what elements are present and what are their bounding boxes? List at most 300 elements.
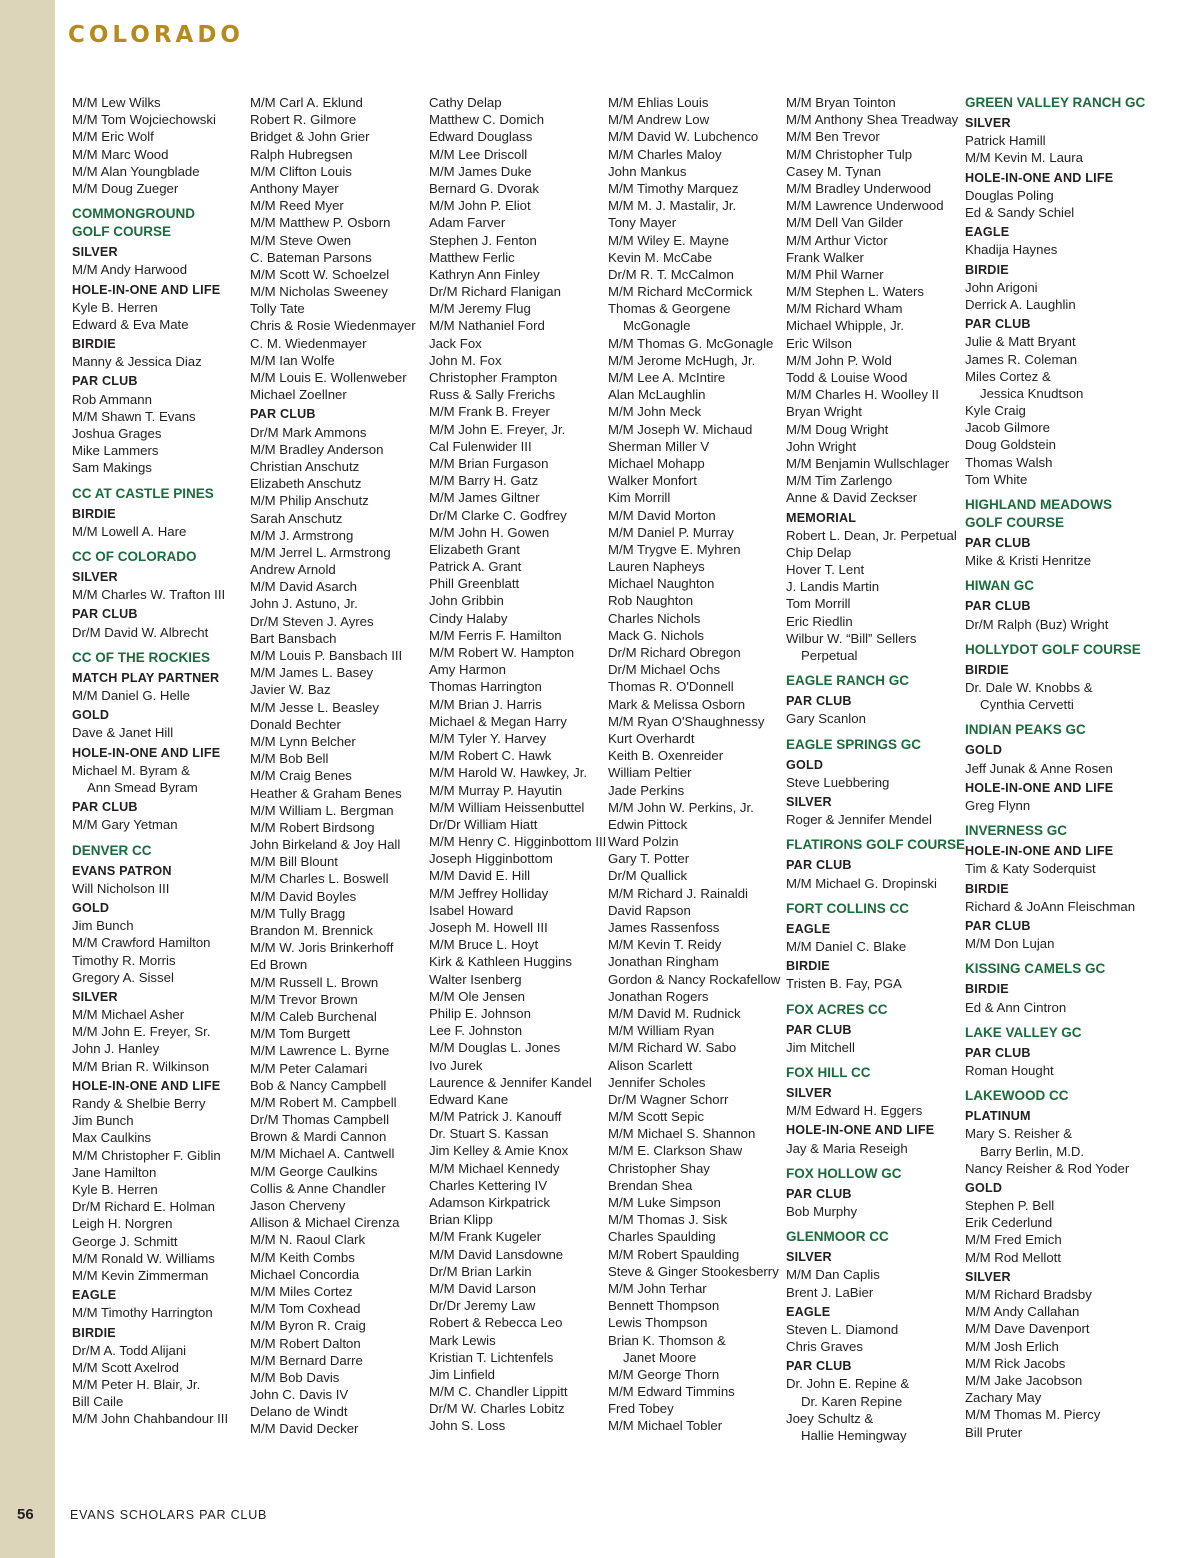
donor-name: Kevin M. McCabe: [608, 249, 713, 265]
giving-level-heading: PAR CLUB: [72, 607, 138, 622]
donor-name: Lauren Napheys: [608, 559, 705, 575]
page-title: COLORADO: [68, 22, 244, 48]
donor-name: M/M Carl A. Eklund: [250, 95, 363, 110]
donor-name: Mike & Kristi Henritze: [965, 553, 1092, 569]
donor-name: Bob & Nancy Campbell: [250, 1077, 387, 1093]
donor-name: M/M Joseph W. Michaud: [608, 421, 753, 437]
giving-level-heading: PAR CLUB: [965, 1045, 1031, 1060]
donor-name: John Arigoni: [965, 279, 1038, 295]
donor-name: M/M George Thorn: [608, 1366, 720, 1382]
donor-name: M/M Daniel G. Helle: [72, 688, 190, 703]
page-number: 56: [17, 1506, 34, 1523]
donor-name: Donald Bechter: [250, 716, 341, 732]
donor-name: Dr/M Michael Ochs: [608, 662, 721, 678]
donor-name: Dr/M Brian Larkin: [429, 1263, 532, 1279]
donor-name: M/M Tully Bragg: [250, 905, 346, 921]
donor-name: Kim Morrill: [608, 490, 671, 506]
donor-name: M/M Trygve E. Myhren: [608, 541, 741, 557]
donor-name: Dr/M Richard Flanigan: [429, 284, 561, 300]
donor-name: Michael Concordia: [250, 1266, 360, 1282]
donor-name: Lewis Thompson: [608, 1315, 708, 1331]
donor-name: Julie & Matt Bryant: [965, 334, 1076, 350]
donor-name: Rob Ammann: [72, 391, 152, 407]
donor-name: M/M Charles Maloy: [608, 146, 722, 162]
donor-name: Amy Harmon: [429, 662, 506, 678]
donor-name: Dr/M A. Todd Alijani: [72, 1342, 187, 1358]
donor-name: M/M Daniel C. Blake: [786, 938, 907, 954]
donor-name: M/M Lowell A. Hare: [72, 523, 187, 539]
donor-name: Brandon M. Brennick: [250, 923, 374, 939]
footer-label: EVANS SCHOLARS PAR CLUB: [70, 1508, 268, 1522]
donor-name: Ralph Hubregsen: [250, 146, 353, 162]
donor-name: M/M Patrick J. Kanouff: [429, 1109, 562, 1125]
club-heading: CC OF THE ROCKIES: [72, 649, 211, 665]
donor-name: Edward Kane: [429, 1091, 509, 1107]
club-heading: FOX HILL CC: [786, 1064, 871, 1080]
donor-name: Jonathan Rogers: [608, 988, 709, 1004]
club-heading: LAKE VALLEY GC: [965, 1024, 1082, 1040]
donor-name: Douglas Poling: [965, 187, 1054, 203]
donor-name: Dr/M Richard Obregon: [608, 645, 741, 660]
donor-name: Roger & Jennifer Mendel: [786, 812, 932, 828]
donor-name: Jonathan Ringham: [608, 954, 719, 970]
donor-name: M/M Frank Kugeler: [429, 1229, 542, 1245]
donor-name: M/M Jeffrey Holliday: [429, 885, 549, 901]
club-heading: INDIAN PEAKS GC: [965, 722, 1086, 738]
club-heading: FOX ACRES CC: [786, 1001, 888, 1017]
donor-name: Eric Wilson: [786, 335, 852, 351]
donor-name: M/M Bernard Darre: [250, 1352, 363, 1368]
donor-name: Bryan Wright: [786, 404, 862, 420]
donor-name: M/M John P. Eliot: [429, 198, 531, 214]
giving-level-heading: HOLE-IN-ONE AND LIFE: [965, 844, 1114, 859]
donor-name: Richard & JoAnn Fleischman: [965, 898, 1136, 914]
giving-level-heading: SILVER: [72, 245, 118, 260]
donor-name: Max Caulkins: [72, 1130, 152, 1146]
donor-name: Adam Farver: [429, 215, 506, 231]
donor-name: M/M David Asarch: [250, 579, 357, 595]
giving-level-heading: BIRDIE: [72, 337, 116, 352]
giving-level-heading: BIRDIE: [965, 881, 1009, 896]
donor-name: Ward Polzin: [608, 834, 679, 850]
donor-name: M/M Stephen L. Waters: [786, 284, 925, 300]
club-heading: FOX HOLLOW GC: [786, 1165, 902, 1181]
donor-name: M/M Marc Wood: [72, 146, 169, 162]
donor-name: Khadija Haynes: [965, 242, 1058, 258]
donor-name: Jeff Junak & Anne Rosen: [965, 760, 1113, 776]
donor-name: M/M Robert M. Campbell: [250, 1094, 397, 1110]
donor-name-continuation: Jessica Knudtson: [980, 385, 1084, 401]
donor-column-1: [72, 94, 247, 1428]
donor-name: M/M William Ryan: [608, 1023, 715, 1039]
donor-name: M/M John Meck: [608, 404, 702, 420]
donor-name: M/M Jake Jacobson: [965, 1372, 1083, 1388]
donor-name: M/M E. Clarkson Shaw: [608, 1143, 743, 1159]
donor-name: M/M Ferris F. Hamilton: [429, 627, 562, 643]
donor-name: M/M John E. Freyer, Sr.: [72, 1024, 211, 1040]
donor-name: Kirk & Kathleen Huggins: [429, 954, 572, 970]
donor-name: Brown & Mardi Cannon: [250, 1129, 387, 1145]
donor-name: Thomas R. O'Donnell: [608, 679, 734, 695]
donor-name: Ed & Ann Cintron: [965, 999, 1067, 1015]
donor-name: M/M Doug Zueger: [72, 180, 179, 196]
donor-name: M/M Ehlias Louis: [608, 95, 709, 110]
giving-level-heading: HOLE-IN-ONE AND LIFE: [965, 780, 1114, 795]
donor-name: Robert & Rebecca Leo: [429, 1315, 563, 1331]
donor-name-continuation: Ann Smead Byram: [87, 779, 198, 795]
donor-name: Thomas & Georgene: [608, 301, 731, 317]
donor-name: M/M Andrew Low: [608, 112, 710, 128]
donor-name: John Mankus: [608, 163, 687, 179]
donor-name: M/M John Chahbandour III: [72, 1411, 229, 1427]
donor-name: Elizabeth Grant: [429, 541, 520, 557]
donor-name: M/M Benjamin Wullschlager: [786, 455, 950, 471]
donor-name: Collis & Anne Chandler: [250, 1180, 386, 1196]
club-heading: INVERNESS GC: [965, 823, 1068, 839]
donor-name: M/M David Morton: [608, 507, 716, 523]
donor-name: Dr/M Richard E. Holman: [72, 1199, 215, 1215]
donor-name: William Peltier: [608, 765, 692, 781]
giving-level-heading: HOLE-IN-ONE AND LIFE: [786, 1123, 935, 1138]
donor-name: M/M Lawrence Underwood: [786, 198, 944, 214]
club-heading: GREEN VALLEY RANCH GC: [965, 95, 1146, 110]
donor-name: Adamson Kirkpatrick: [429, 1195, 550, 1210]
donor-name: Randy & Shelbie Berry: [72, 1096, 206, 1112]
donor-name: M/M Thomas J. Sisk: [608, 1212, 728, 1228]
donor-name: Charles Kettering IV: [429, 1177, 548, 1193]
donor-name: M/M W. Joris Brinkerhoff: [250, 940, 394, 956]
donor-name-continuation: Janet Moore: [623, 1349, 697, 1365]
donor-name: M/M Rod Mellott: [965, 1249, 1061, 1265]
donor-name: M/M John E. Freyer, Jr.: [429, 421, 566, 437]
donor-name: M/M Ben Trevor: [786, 129, 880, 145]
donor-name: M/M William Heissenbuttel: [429, 799, 585, 815]
donor-name: Dr/Dr William Hiatt: [429, 816, 538, 832]
giving-level-heading: BIRDIE: [965, 262, 1009, 277]
donor-name: Fred Tobey: [608, 1401, 674, 1417]
giving-level-heading: HOLE-IN-ONE AND LIFE: [965, 170, 1114, 185]
donor-name: Stephen J. Fenton: [429, 232, 537, 248]
club-heading: EAGLE SPRINGS GC: [786, 736, 922, 752]
donor-name: Tolly Tate: [250, 301, 305, 317]
donor-name: M/M Richard J. Rainaldi: [608, 885, 748, 901]
giving-level-heading: PAR CLUB: [965, 536, 1031, 551]
donor-name: Laurence & Jennifer Kandel: [429, 1074, 592, 1090]
donor-name: Jim Kelley & Amie Knox: [429, 1143, 569, 1159]
donor-name: M/M Michael A. Cantwell: [250, 1146, 395, 1162]
donor-name: Michael & Megan Harry: [429, 713, 567, 729]
giving-level-heading: SILVER: [786, 1250, 832, 1265]
donor-name: Manny & Jessica Diaz: [72, 354, 202, 370]
donor-column-5: [786, 94, 965, 1444]
donor-name: M/M Lee A. McIntire: [608, 370, 726, 385]
donor-name: David Rapson: [608, 902, 691, 918]
donor-name: M/M George Caulkins: [250, 1163, 378, 1179]
donor-name: George J. Schmitt: [72, 1233, 178, 1249]
donor-name: Thomas Walsh: [965, 454, 1053, 470]
donor-name: Hover T. Lent: [786, 562, 865, 578]
donor-name: Chris Graves: [786, 1339, 863, 1355]
donor-name: M/M Louis E. Wollenweber: [250, 370, 407, 385]
donor-name: M/M Jesse L. Beasley: [250, 699, 379, 715]
giving-level-heading: BIRDIE: [72, 1325, 116, 1340]
donor-name: M/M Dave Davenport: [965, 1321, 1090, 1337]
donor-name: Dr/M Thomas Campbell: [250, 1112, 389, 1128]
donor-name: M/M Clifton Louis: [250, 163, 352, 179]
donor-name: Dave & Janet Hill: [72, 725, 174, 741]
donor-name: M/M Gary Yetman: [72, 817, 178, 833]
donor-name: Anthony Mayer: [250, 180, 339, 196]
donor-name: Lee F. Johnston: [429, 1023, 523, 1039]
donor-name: Russ & Sally Frerichs: [429, 387, 556, 403]
donor-name: Michael Naughton: [608, 576, 715, 592]
donor-name: Miles Cortez &: [965, 368, 1051, 384]
donor-name: Heather & Graham Benes: [250, 785, 402, 801]
donor-name: M/M Nathaniel Ford: [429, 318, 545, 334]
donor-name: Elizabeth Anschutz: [250, 476, 362, 492]
giving-level-heading: PAR CLUB: [786, 1186, 852, 1201]
donor-name: Cathy Delap: [429, 95, 502, 110]
donor-name: Dr/M Wagner Schorr: [608, 1091, 729, 1107]
donor-name: Edward & Eva Mate: [72, 316, 189, 332]
donor-name: Kurt Overhardt: [608, 730, 695, 746]
donor-name: Charles Spaulding: [608, 1229, 716, 1245]
donor-name: M/M Timothy Marquez: [608, 180, 739, 196]
donor-name: M/M Alan Youngblade: [72, 163, 200, 179]
donor-name: M/M Frank B. Freyer: [429, 404, 550, 420]
donor-name: M/M Arthur Victor: [786, 232, 888, 248]
donor-name: Sherman Miller V: [608, 438, 710, 454]
giving-level-heading: PLATINUM: [965, 1109, 1031, 1124]
donor-name: M/M Ole Jensen: [429, 988, 526, 1004]
donor-name: M/M Russell L. Brown: [250, 974, 379, 990]
donor-name: M/M Nicholas Sweeney: [250, 284, 388, 300]
giving-level-heading: BIRDIE: [965, 662, 1009, 677]
donor-name: John C. Davis IV: [250, 1387, 349, 1403]
donor-name: Dr. John E. Repine &: [786, 1376, 910, 1392]
donor-name: Isabel Howard: [429, 902, 514, 918]
donor-name: Keith B. Oxenreider: [608, 748, 724, 764]
donor-name: Kyle B. Herren: [72, 299, 158, 315]
donor-name: Robert R. Gilmore: [250, 112, 357, 128]
side-band: [0, 0, 55, 1558]
giving-level-heading: HOLE-IN-ONE AND LIFE: [72, 282, 221, 297]
donor-name: Zachary May: [965, 1390, 1042, 1406]
giving-level-heading: SILVER: [786, 1085, 832, 1100]
giving-level-heading: SILVER: [72, 989, 118, 1004]
donor-name-continuation: McGonagle: [623, 318, 691, 334]
donor-name: M/M Jeremy Flug: [429, 301, 531, 317]
donor-name: Leigh H. Norgren: [72, 1216, 173, 1232]
donor-name: M/M Steve Owen: [250, 232, 352, 248]
donor-name: Mary S. Reisher &: [965, 1126, 1072, 1142]
donor-name: M/M Robert Birdsong: [250, 819, 375, 835]
donor-name: Timothy R. Morris: [72, 952, 176, 968]
donor-name: M/M Richard Bradsby: [965, 1287, 1092, 1303]
donor-name: M/M Louis P. Bansbach III: [250, 648, 403, 664]
donor-name: M/M Eric Wolf: [72, 129, 154, 145]
donor-name: M/M Edward H. Eggers: [786, 1103, 923, 1119]
donor-name: Mark & Melissa Osborn: [608, 696, 746, 712]
donor-name: M/M John H. Gowen: [429, 524, 550, 540]
club-heading: KISSING CAMELS GC: [965, 961, 1106, 977]
donor-name: Patrick A. Grant: [429, 559, 522, 575]
donor-name-continuation: Perpetual: [801, 648, 858, 664]
donor-name: Phill Greenblatt: [429, 576, 520, 592]
donor-name: Roman Hought: [965, 1062, 1054, 1078]
donor-name: M/M David Lansdowne: [429, 1246, 564, 1262]
donor-name: Charles Nichols: [608, 610, 701, 626]
donor-name: M/M Andy Callahan: [965, 1304, 1080, 1320]
donor-name: Mark Lewis: [429, 1332, 496, 1348]
giving-level-heading: BIRDIE: [72, 506, 116, 521]
donor-name: Bart Bansbach: [250, 630, 337, 646]
donor-name: Edwin Pittock: [608, 816, 688, 832]
donor-name: M/M Barry H. Gatz: [429, 473, 539, 489]
donor-name: M/M Bill Blount: [250, 854, 338, 870]
donor-name: Alan McLaughlin: [608, 387, 706, 403]
donor-name: M/M Michael S. Shannon: [608, 1126, 756, 1142]
donor-name: Chip Delap: [786, 544, 852, 560]
donor-column-3: [429, 94, 607, 1435]
club-heading: HIWAN GC: [965, 578, 1034, 594]
donor-name: M/M Bob Davis: [250, 1369, 340, 1385]
donor-name: M/M Ian Wolfe: [250, 352, 335, 368]
donor-name: M/M Lawrence L. Byrne: [250, 1043, 390, 1059]
donor-name: M/M Bob Bell: [250, 751, 329, 767]
club-heading: FLATIRONS GOLF COURSE: [786, 837, 965, 853]
donor-name: Kyle B. Herren: [72, 1181, 158, 1197]
donor-name: Kathryn Ann Finley: [429, 266, 540, 282]
donor-name: Allison & Michael Cirenza: [250, 1215, 400, 1231]
donor-name: M/M James L. Basey: [250, 665, 374, 681]
giving-level-heading: SILVER: [965, 116, 1011, 130]
donor-name: James Rassenfoss: [608, 920, 720, 935]
donor-name: Javier W. Baz: [250, 682, 331, 698]
donor-name: M/M Crawford Hamilton: [72, 935, 211, 951]
donor-name: Greg Flynn: [965, 797, 1031, 813]
donor-name: J. Landis Martin: [786, 579, 880, 595]
club-heading: EAGLE RANCH GC: [786, 673, 910, 689]
giving-level-heading: HOLE-IN-ONE AND LIFE: [72, 1078, 221, 1093]
giving-level-heading: PAR CLUB: [965, 599, 1031, 614]
donor-name: M/M Michael G. Dropinski: [786, 875, 937, 891]
donor-name: M/M Lynn Belcher: [250, 733, 356, 749]
donor-name: M/M Timothy Harrington: [72, 1305, 213, 1321]
donor-name: John Gribbin: [429, 593, 504, 609]
donor-name: Tony Mayer: [608, 215, 677, 231]
donor-name: Dr. Stuart S. Kassan: [429, 1126, 549, 1142]
donor-name: M/M Philip Anschutz: [250, 493, 369, 509]
giving-level-heading: MATCH PLAY PARTNER: [72, 670, 220, 685]
donor-name: James R. Coleman: [965, 351, 1078, 367]
giving-level-heading: PAR CLUB: [72, 374, 138, 389]
donor-name: M/M Scott Axelrod: [72, 1359, 179, 1375]
donor-name: M/M Henry C. Higginbottom III: [429, 834, 607, 850]
donor-name: Sarah Anschutz: [250, 510, 343, 526]
donor-name: M/M Tom Coxhead: [250, 1301, 361, 1317]
donor-name: M/M David M. Rudnick: [608, 1005, 741, 1021]
club-heading: LAKEWOOD CC: [965, 1088, 1069, 1104]
donor-name: Brian Klipp: [429, 1212, 493, 1228]
donor-name: M/M Christopher Tulp: [786, 146, 913, 162]
donor-name: Doug Goldstein: [965, 437, 1056, 453]
donor-name: John Birkeland & Joy Hall: [250, 837, 401, 853]
donor-name: Brian K. Thomson &: [608, 1332, 726, 1348]
donor-name: M/M Charles H. Woolley II: [786, 387, 939, 403]
donor-name: Joey Schultz &: [786, 1410, 874, 1426]
donor-name: M/M Lee Driscoll: [429, 146, 528, 162]
donor-name: M/M Ryan O'Shaughnessy: [608, 713, 765, 729]
donor-name: M/M Dan Caplis: [786, 1267, 880, 1283]
donor-name: M/M Caleb Burchenal: [250, 1008, 377, 1024]
donor-name: John J. Hanley: [72, 1041, 160, 1057]
donor-name: Tom White: [965, 471, 1028, 487]
club-heading: CC AT CASTLE PINES: [72, 485, 214, 501]
donor-name: Brent J. LaBier: [786, 1284, 874, 1300]
giving-level-heading: PAR CLUB: [965, 918, 1031, 933]
donor-name: Gary Scanlon: [786, 711, 866, 727]
donor-name: M/M N. Raoul Clark: [250, 1232, 366, 1248]
donor-name: M/M Bradley Underwood: [786, 180, 932, 196]
donor-name: Kristian T. Lichtenfels: [429, 1349, 554, 1365]
donor-name: M/M Jerrel L. Armstrong: [250, 544, 391, 560]
donor-name: M/M Luke Simpson: [608, 1195, 721, 1210]
donor-name: M/M Trevor Brown: [250, 991, 358, 1007]
donor-name: M/M Tim Zarlengo: [786, 473, 893, 489]
donor-name: Delano de Windt: [250, 1404, 348, 1420]
donor-name: Mack G. Nichols: [608, 627, 704, 643]
donor-name: M/M Shawn T. Evans: [72, 408, 196, 424]
donor-name: John Wright: [786, 438, 857, 454]
donor-name: M/M Anthony Shea Treadway: [786, 112, 959, 128]
donor-name: Dr/Dr Jeremy Law: [429, 1298, 536, 1314]
donor-name: Jacob Gilmore: [965, 420, 1051, 436]
donor-name: Anne & David Zeckser: [786, 490, 918, 506]
club-heading: COMMONGROUND GOLF COURSE: [72, 206, 195, 240]
donor-name: M/M Brian Furgason: [429, 455, 549, 471]
donor-name: M/M Edward Timmins: [608, 1384, 735, 1400]
donor-name: Eric Riedlin: [786, 613, 853, 629]
donor-name: M/M Josh Erlich: [965, 1338, 1059, 1354]
donor-name: Jennifer Scholes: [608, 1074, 706, 1090]
donor-name: M/M Matthew P. Osborn: [250, 215, 391, 231]
donor-name: Ed Brown: [250, 957, 308, 973]
donor-name: Cindy Halaby: [429, 610, 508, 626]
giving-level-heading: BIRDIE: [786, 959, 830, 974]
donor-name: Bennett Thompson: [608, 1298, 720, 1314]
donor-name: Joseph M. Howell III: [429, 920, 548, 935]
donor-name: M/M Brian R. Wilkinson: [72, 1058, 210, 1074]
donor-name: Bridget & John Grier: [250, 129, 370, 145]
donor-name: John S. Loss: [429, 1418, 506, 1434]
donor-name: M/M Brian J. Harris: [429, 696, 542, 712]
giving-level-heading: MEMORIAL: [786, 510, 857, 525]
club-heading: HIGHLAND MEADOWS GOLF COURSE: [965, 497, 1112, 531]
donor-name-continuation: Hallie Hemingway: [801, 1428, 907, 1444]
club-heading: FORT COLLINS CC: [786, 900, 909, 916]
donor-name: Robert L. Dean, Jr. Perpetual: [786, 527, 957, 543]
donor-name: M/M Douglas L. Jones: [429, 1040, 561, 1056]
club-heading: DENVER CC: [72, 842, 152, 858]
giving-level-heading: PAR CLUB: [786, 1022, 852, 1037]
giving-level-heading: GOLD: [965, 743, 1003, 758]
donor-name: Derrick A. Laughlin: [965, 296, 1076, 312]
donor-name: Ivo Jurek: [429, 1057, 483, 1073]
donor-name: M/M James Giltner: [429, 490, 540, 506]
donor-name: Jade Perkins: [608, 782, 685, 798]
donor-column-6: [965, 94, 1146, 1441]
